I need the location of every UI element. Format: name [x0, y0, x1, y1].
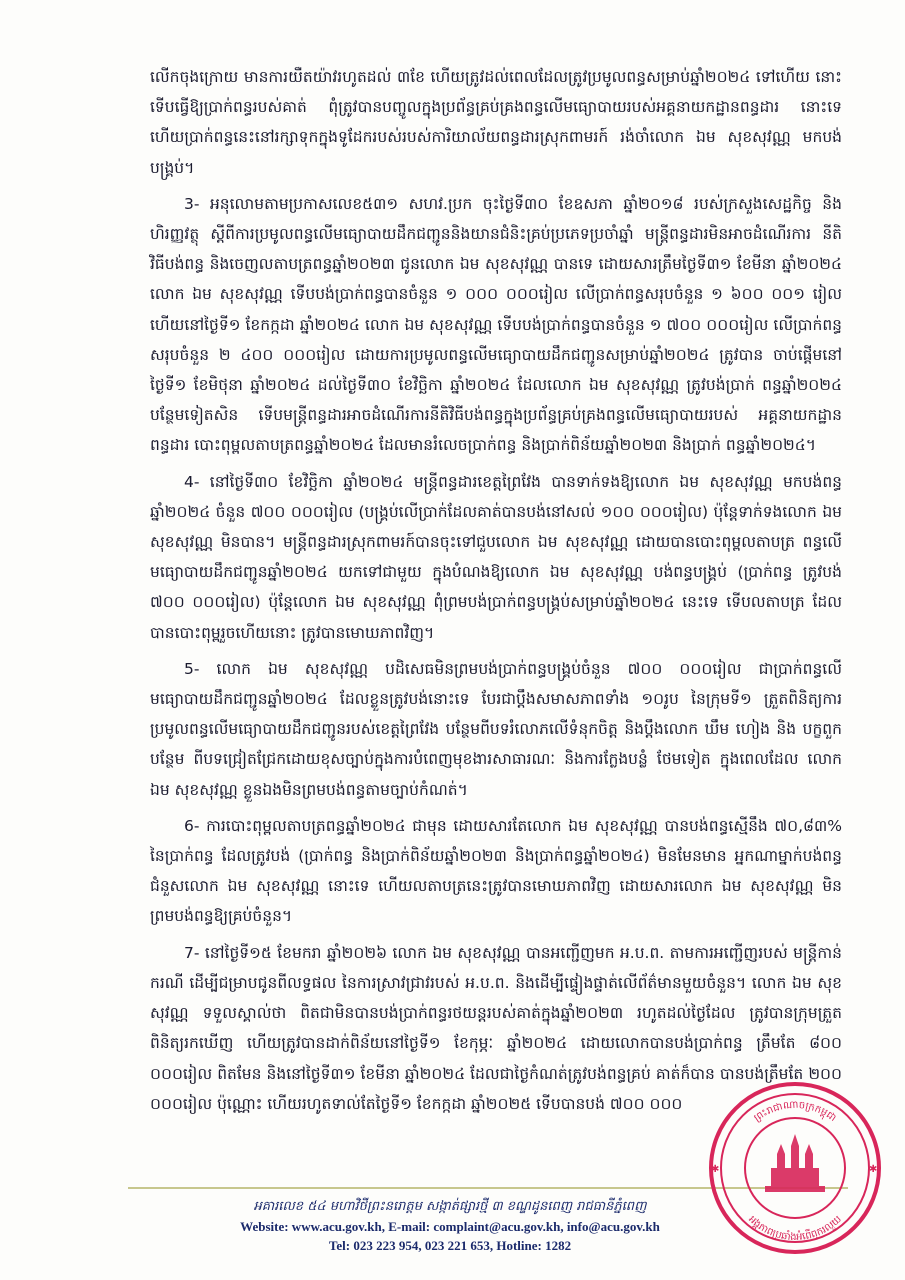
page-footer: [150, 1197, 750, 1255]
paragraph-3: 3- អនុលោមតាមប្រកាសលេខ៥៣១ សហវ.ប្រក ចុះថ្ងៃទី៣០ ខែឧសភា ឆ្នាំ២០១៨ របស់ក្រសួងសេដ្ឋកិច្ច និង ហិរញ្ញវត្ថុ ស្តីពីការប្រមូលពន្ធលើមធ្យោបាយដឹកជញ្ជូននិងយានជំនិះគ្រប់ប្រភេទប្រចាំឆ្នាំ មន្ត្រីពន្ធដារមិនអាចដំណើរការ នីតិវិធីបង់ពន្ធ និងចេញលតាបត្រពន្ធឆ្នាំ២០២៣ ជូនលោក ឯម សុខសុវណ្ណ បានទេ ដោយសារត្រឹមថ្ងៃទី៣១ ខែមីនា ឆ្នាំ២០២៤ លោក ឯម សុខសុវណ្ណ ទើបបង់ប្រាក់ពន្ធបានចំនួន ១ ០០០ ០០០រៀល លើប្រាក់ពន្ធសរុបចំនួន ១ ៦០០ ០០១ រៀល ហើយនៅថ្ងៃទី១ ខែកក្កដា ឆ្នាំ២០២៤ លោក ឯម សុខសុវណ្ណ ទើបបង់ប្រាក់ពន្ធបានចំនួន ១ ៧០០ ០០០រៀល លើប្រាក់ពន្ធសរុបចំនួន ២ ៤០០ ០០០រៀល ដោយការប្រមូលពន្ធលើមធ្យោបាយដឹកជញ្ជូនសម្រាប់ឆ្នាំ២០២៤ ត្រូវបាន ចាប់ផ្តើមនៅថ្ងៃទី១ ខែមិថុនា ឆ្នាំ២០២៤ ដល់ថ្ងៃទី៣០ ខែវិច្ឆិកា ឆ្នាំ២០២៤ ដែលលោក ឯម សុខសុវណ្ណ ត្រូវបង់ប្រាក់ ពន្ធឆ្នាំ២០២៤ បន្ថែមទៀតសិន ទើបមន្ត្រីពន្ធដារអាចដំណើរការនីតិវិធីបង់ពន្ធក្នុងប្រព័ន្ធគ្រប់គ្រងពន្ធលើមធ្យោបាយរបស់ អគ្គនាយកដ្ឋានពន្ធដារ បោះពុម្ពលតាបត្រពន្ធឆ្នាំ២០២៤ ដែលមានរំលេចប្រាក់ពន្ធ និងប្រាក់ពិន័យឆ្នាំ២០២៣ និងប្រាក់ ពន្ធឆ្នាំ២០២៤។: [150, 194, 842, 455]
paragraph-7: 7- នៅថ្ងៃទី១៥ ខែមករា ឆ្នាំ២០២៦ លោក ឯម សុខសុវណ្ណ បានអញ្ជើញមក អ.ប.ព. តាមការអញ្ជើញរបស់ មន្ត្រីកាន់ករណី ដើម្បីជម្រាបជូនពីលទ្ធផល នៃការស្រាវជ្រាវរបស់ អ.ប.ព. និងដើម្បីផ្ទៀងផ្ទាត់លើព័ត៌មានមួយចំនួន។ លោក ឯម សុខសុវណ្ណ ទទួលស្គាល់ថា ពិតជាមិនបានបង់ប្រាក់ពន្ធរថយន្តរបស់គាត់ក្នុងឆ្នាំ២០២៣ រហូតដល់ថ្ងៃដែល ត្រូវបានក្រុមត្រួតពិនិត្យរកឃើញ ហើយត្រូវបានដាក់ពិន័យនៅថ្ងៃទី១ ខែកុម្ភៈ ឆ្នាំ២០២៤ ដោយលោកបានបង់ប្រាក់ពន្ធ ត្រឹមតែ ៨០០ ០០០រៀល ពិតមែន និងនៅថ្ងៃទី៣១ ខែមីនា ឆ្នាំ២០២៤ ដែលជាថ្ងៃកំណត់ត្រូវបង់ពន្ធគ្រប់ គាត់ក៏បាន បានបង់ត្រឹមតែ ២០០ ០០០រៀល ប៉ុណ្ណោះ ហើយរហូតទាល់តែថ្ងៃទី១ ខែកក្កដា ឆ្នាំ២០២៥ ទើបបានបង់ ៧០០ ០០០: [150, 943, 842, 1113]
footer-address: អគារលេខ ៥៤ មហាវិថីព្រះនរោត្តម សង្កាត់ផ្សារថ្មី ៣ ខណ្ឌដូនពេញ រាជធានីភ្នំពេញ: [253, 1199, 647, 1214]
seal-star-left: ✱: [711, 1164, 720, 1175]
paragraph-continuation: លើកចុងក្រោយ មានការយឺតយ៉ាវរហូតដល់ ៣ខែ ហើយត្រូវដល់ពេលដែលត្រូវប្រមូលពន្ធសម្រាប់ឆ្នាំ២០២៤ ទៅហើយ នោះ ទើបធ្វើឱ្យប្រាក់ពន្ធរបស់គាត់ ពុំត្រូវបានបញ្ចូលក្នុងប្រព័ន្ធគ្រប់គ្រងពន្ធលើមធ្យោបាយរបស់អគ្គនាយកដ្ឋានពន្ធដារ នោះទេ ហើយប្រាក់ពន្ធនេះនៅរក្សាទុកក្នុងទូដែករបស់របស់ការិយាល័យពន្ធដារស្រុកពាមរក៍ រង់ចាំលោក ឯម សុខសុវណ្ណ មកបង់បង្គ្រប់។: [150, 68, 842, 177]
seal-bottom-text: អង្គភាពប្រឆាំងអំពើពុករលួយ: [746, 1213, 844, 1244]
seal-top-text: ព្រះរាជាណាចក្រកម្ពុជា: [752, 1099, 839, 1125]
document-body: [150, 62, 842, 1125]
seal-star-right: ✱: [869, 1164, 878, 1175]
paragraph-6: 6- ការបោះពុម្ពលតាបត្រពន្ធឆ្នាំ២០២៤ ជាមុន ដោយសារតែលោក ឯម សុខសុវណ្ណ បានបង់ពន្ធស្មើនឹង ៧០,៨៣% នៃប្រាក់ពន្ធ ដែលត្រូវបង់ (ប្រាក់ពន្ធ និងប្រាក់ពិន័យឆ្នាំ២០២៣ និងប្រាក់ពន្ធឆ្នាំ២០២៤) មិនមែនមាន អ្នកណាម្នាក់បង់ពន្ធជំនួសលោក ឯម សុខសុវណ្ណ នោះទេ ហើយលតាបត្រនេះត្រូវបានមោឃភាពវិញ ដោយសារលោក ឯម សុខសុវណ្ណ មិនព្រមបង់ពន្ធឱ្យគ្រប់ចំនួន។: [150, 816, 842, 926]
temple-emblem-icon: [765, 1134, 825, 1192]
footer-phone-numbers: Tel: 023 223 954, 023 221 653, Hotline: 1282: [328, 1238, 572, 1253]
paragraph-5: 5- លោក ឯម សុខសុវណ្ណ បដិសេធមិនព្រមបង់ប្រាក់ពន្ធបង្គ្រប់ចំនួន ៧០០ ០០០រៀល ជាប្រាក់ពន្ធលើ មធ្យោបាយដឹកជញ្ជូនឆ្នាំ២០២៤ ដែលខ្លួនត្រូវបង់នោះទេ បែរជាប្តឹងសមាសភាពទាំង ១០រូប នៃក្រុមទី១ ត្រួតពិនិត្យការ ប្រមូលពន្ធលើមធ្យោបាយដឹកជញ្ជូនរបស់ខេត្តព្រៃវែង បន្ថែមពីបទរំលោភលើទំនុកចិត្ត និងប្តឹងលោក ឃឹម ហៀង និង បក្ខពួកបន្ថែម ពីបទជ្រៀតជ្រែកដោយខុសច្បាប់ក្នុងការបំពេញមុខងារសាធារណៈ និងការក្លែងបន្លំ ថែមទៀត ក្នុងពេលដែល លោក ឯម សុខសុវណ្ណ ខ្លួនឯងមិនព្រមបង់ពន្ធតាមច្បាប់កំណត់។: [150, 659, 842, 799]
footer-contact-web-email: Website: www.acu.gov.kh, E-mail: complaint@acu.gov.kh, info@acu.gov.kh: [240, 1219, 660, 1234]
paragraph-4: 4- នៅថ្ងៃទី៣០ ខែវិច្ឆិកា ឆ្នាំ២០២៤ មន្ត្រីពន្ធដារខេត្តព្រៃវែង បានទាក់ទងឱ្យលោក ឯម សុខសុវណ្ណ មកបង់ពន្ធ ឆ្នាំ២០២៤ ចំនួន ៧០០ ០០០រៀល (បង្គ្រប់លើប្រាក់ដែលគាត់បានបង់នៅសល់ ១០០ ០០០រៀល) ប៉ុន្តែទាក់ទងលោក ឯម សុខសុវណ្ណ មិនបាន។ មន្ត្រីពន្ធដារស្រុកពាមរក៍បានចុះទៅជួបលោក ឯម សុខសុវណ្ណ ដោយបានបោះពុម្ពលតាបត្រ ពន្ធលើមធ្យោបាយដឹកជញ្ជូនឆ្នាំ២០២៤ យកទៅជាមួយ ក្នុងបំណងឱ្យលោក ឯម សុខសុវណ្ណ បង់ពន្ធបង្គ្រប់ (ប្រាក់ពន្ធ ត្រូវបង់ ៧០០ ០០០រៀល) ប៉ុន្តែលោក ឯម សុខសុវណ្ណ ពុំព្រមបង់ប្រាក់ពន្ធបង្គ្រប់សម្រាប់ឆ្នាំ២០២៤ នេះទេ ទើបលតាបត្រ ដែលបានបោះពុម្ពរួចហើយនោះ ត្រូវបានមោឃភាពវិញ។: [150, 472, 842, 642]
official-seal-stamp: [705, 1076, 885, 1256]
